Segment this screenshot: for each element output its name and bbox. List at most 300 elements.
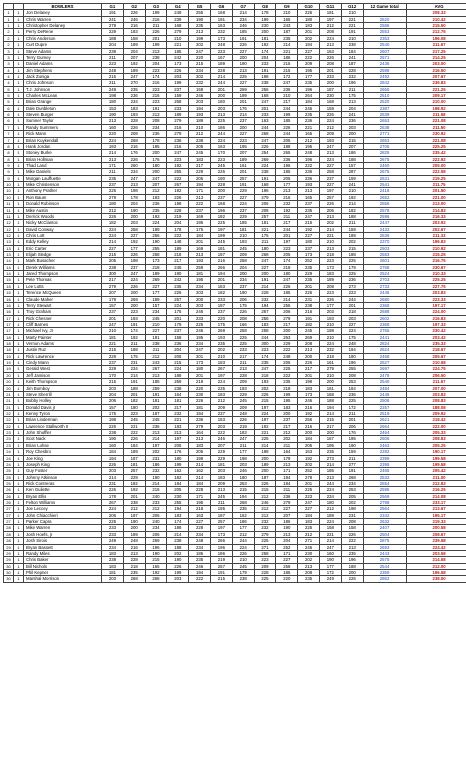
game-score: 244 xyxy=(319,480,341,486)
game-score: 235 xyxy=(298,277,320,283)
average: 225.25 xyxy=(406,143,466,149)
game-score: 212 xyxy=(319,506,341,512)
game-score: 213 xyxy=(276,188,298,194)
round-number: 14 xyxy=(4,264,14,270)
game-score: 225 xyxy=(102,519,124,525)
game-total: 2538 xyxy=(363,124,406,130)
game-score: 244 xyxy=(276,105,298,111)
bowler-name: David Conway xyxy=(24,226,102,232)
game-score: 206 xyxy=(276,360,298,366)
game-score: 176 xyxy=(123,150,145,156)
game-total: 2492 xyxy=(363,73,406,79)
game-total: 2443 xyxy=(363,550,406,556)
game-score: 235 xyxy=(102,175,124,181)
game-score: 249 xyxy=(102,86,124,92)
division-number: 1 xyxy=(14,309,24,315)
game-score: 158 xyxy=(123,35,145,41)
game-score: 171 xyxy=(102,162,124,168)
game-score: 168 xyxy=(254,182,276,188)
game-score: 242 xyxy=(167,277,189,283)
bowler-name: Cliff Barnes xyxy=(24,321,102,327)
game-score: 189 xyxy=(145,271,167,277)
game-score: 221 xyxy=(341,23,363,29)
bowler-name: T.J. Johnson xyxy=(24,86,102,92)
game-score: 277 xyxy=(341,461,363,467)
game-score: 237 xyxy=(210,309,232,315)
game-score: 215 xyxy=(319,417,341,423)
game-score: 228 xyxy=(123,557,145,563)
game-score: 226 xyxy=(254,391,276,397)
game-score: 229 xyxy=(210,449,232,455)
game-score: 231 xyxy=(145,455,167,461)
game-score: 210 xyxy=(319,372,341,378)
header-game: G1 xyxy=(102,4,124,10)
game-score: 213 xyxy=(319,245,341,251)
game-score: 184 xyxy=(298,512,320,518)
bowler-name: Daniel Adams xyxy=(24,61,102,67)
game-score: 173 xyxy=(167,61,189,67)
game-score: 204 xyxy=(123,48,145,54)
game-score: 209 xyxy=(298,61,320,67)
game-score: 253 xyxy=(341,379,363,385)
game-score: 228 xyxy=(254,569,276,575)
game-score: 216 xyxy=(123,544,145,550)
game-score: 197 xyxy=(123,512,145,518)
game-score: 210 xyxy=(276,93,298,99)
division-number: 1 xyxy=(14,417,24,423)
game-score: 183 xyxy=(210,391,232,397)
game-score: 203 xyxy=(102,576,124,582)
game-score: 192 xyxy=(254,423,276,429)
game-score: 216 xyxy=(210,258,232,264)
game-score: 226 xyxy=(232,550,254,556)
round-number: 13 xyxy=(4,239,14,245)
game-score: 177 xyxy=(123,245,145,251)
average: 196.83 xyxy=(406,239,466,245)
game-score: 203 xyxy=(341,315,363,321)
game-score: 223 xyxy=(319,290,341,296)
game-score: 230 xyxy=(189,391,211,397)
game-score: 227 xyxy=(232,48,254,54)
bowler-name: Kenny Tyron xyxy=(24,411,102,417)
game-score: 234 xyxy=(189,67,211,73)
round-number: 30 xyxy=(4,563,14,569)
game-score: 226 xyxy=(167,67,189,73)
game-total: 2468 xyxy=(363,353,406,359)
game-score: 244 xyxy=(341,296,363,302)
game-total: 2596 xyxy=(363,213,406,219)
game-score: 214 xyxy=(189,461,211,467)
game-score: 186 xyxy=(319,468,341,474)
division-number: 1 xyxy=(14,372,24,378)
game-score: 225 xyxy=(210,118,232,124)
game-score: 213 xyxy=(298,563,320,569)
game-score: 227 xyxy=(319,182,341,188)
game-score: 214 xyxy=(102,150,124,156)
game-score: 252 xyxy=(298,468,320,474)
round-number: 25 xyxy=(4,474,14,480)
game-score: 238 xyxy=(167,538,189,544)
game-score: 232 xyxy=(210,29,232,35)
division-number: 1 xyxy=(14,118,24,124)
game-score: 191 xyxy=(210,16,232,22)
game-score: 237 xyxy=(210,411,232,417)
game-score: 189 xyxy=(232,156,254,162)
game-score: 247 xyxy=(298,500,320,506)
game-score: 247 xyxy=(123,271,145,277)
bowler-name: Donald Robinson xyxy=(24,201,102,207)
game-score: 189 xyxy=(145,296,167,302)
game-score: 214 xyxy=(319,461,341,467)
game-score: 227 xyxy=(341,321,363,327)
division-number: 1 xyxy=(14,10,24,16)
game-score: 196 xyxy=(341,557,363,563)
game-score: 216 xyxy=(298,423,320,429)
game-score: 160 xyxy=(319,550,341,556)
round-number: 4 xyxy=(4,67,14,73)
game-score: 163 xyxy=(189,512,211,518)
game-score: 227 xyxy=(298,48,320,54)
game-score: 238 xyxy=(232,576,254,582)
average: 230.92 xyxy=(406,131,466,137)
game-score: 206 xyxy=(319,207,341,213)
game-score: 199 xyxy=(254,16,276,22)
game-score: 181 xyxy=(167,398,189,404)
game-score: 214 xyxy=(319,411,341,417)
game-score: 192 xyxy=(298,226,320,232)
game-score: 200 xyxy=(254,468,276,474)
game-score: 187 xyxy=(145,411,167,417)
game-score: 229 xyxy=(276,341,298,347)
game-score: 229 xyxy=(102,366,124,372)
game-score: 239 xyxy=(167,16,189,22)
round-number: 17 xyxy=(4,315,14,321)
game-score: 226 xyxy=(254,480,276,486)
game-score: 200 xyxy=(232,124,254,130)
game-score: 159 xyxy=(341,175,363,181)
game-score: 265 xyxy=(276,150,298,156)
game-score: 167 xyxy=(319,436,341,442)
game-total: 2575 xyxy=(363,557,406,563)
game-score: 210 xyxy=(232,232,254,238)
game-score: 244 xyxy=(232,538,254,544)
game-score: 235 xyxy=(298,576,320,582)
game-score: 218 xyxy=(341,309,363,315)
game-score: 178 xyxy=(102,493,124,499)
game-score: 238 xyxy=(102,264,124,270)
round-number: 28 xyxy=(4,538,14,544)
game-score: 217 xyxy=(276,321,298,327)
game-score: 214 xyxy=(319,538,341,544)
game-score: 201 xyxy=(102,315,124,321)
game-score: 221 xyxy=(319,531,341,537)
game-score: 215 xyxy=(254,487,276,493)
game-score: 201 xyxy=(210,277,232,283)
game-score: 200 xyxy=(298,430,320,436)
game-score: 175 xyxy=(189,226,211,232)
average: 216.25 xyxy=(406,487,466,493)
game-score: 190 xyxy=(232,61,254,67)
game-total: 2607 xyxy=(363,48,406,54)
game-score: 233 xyxy=(254,112,276,118)
game-score: 269 xyxy=(298,334,320,340)
game-score: 173 xyxy=(210,531,232,537)
bowler-name: Pete Thomas xyxy=(24,277,102,283)
average: 221.08 xyxy=(406,118,466,124)
game-score: 222 xyxy=(189,576,211,582)
game-total: 2586 xyxy=(363,23,406,29)
game-score: 224 xyxy=(319,519,341,525)
game-score: 169 xyxy=(189,245,211,251)
round-number: 17 xyxy=(4,321,14,327)
game-score: 182 xyxy=(167,474,189,480)
game-score: 190 xyxy=(276,525,298,531)
game-score: 188 xyxy=(167,372,189,378)
game-total: 2569 xyxy=(363,493,406,499)
game-total: 2598 xyxy=(363,67,406,73)
round-number: 28 xyxy=(4,525,14,531)
round-number: 18 xyxy=(4,334,14,340)
bowler-name: Jack Zuniga xyxy=(24,73,102,79)
game-score: 222 xyxy=(189,201,211,207)
average: 211.75 xyxy=(406,182,466,188)
game-score: 181 xyxy=(232,226,254,232)
round-number: 29 xyxy=(4,550,14,556)
game-score: 269 xyxy=(254,156,276,162)
game-score: 203 xyxy=(167,73,189,79)
game-score: 187 xyxy=(319,86,341,92)
game-score: 226 xyxy=(298,10,320,16)
division-number: 1 xyxy=(14,474,24,480)
round-number: 7 xyxy=(4,131,14,137)
game-score: 183 xyxy=(210,474,232,480)
average: 221.25 xyxy=(406,86,466,92)
game-score: 173 xyxy=(319,264,341,270)
game-score: 183 xyxy=(254,321,276,327)
round-number: 24 xyxy=(4,461,14,467)
game-score: 223 xyxy=(298,493,320,499)
game-total: 2553 xyxy=(363,29,406,35)
division-number: 1 xyxy=(14,73,24,79)
game-score: 269 xyxy=(145,538,167,544)
game-score: 176 xyxy=(167,449,189,455)
game-score: 212 xyxy=(298,531,320,537)
average: 211.67 xyxy=(406,42,466,48)
game-score: 190 xyxy=(145,550,167,556)
game-score: 168 xyxy=(254,93,276,99)
game-score: 221 xyxy=(341,16,363,22)
game-score: 210 xyxy=(319,321,341,327)
game-score: 215 xyxy=(145,557,167,563)
game-score: 202 xyxy=(341,239,363,245)
game-score: 163 xyxy=(319,48,341,54)
game-score: 211 xyxy=(276,487,298,493)
game-score: 226 xyxy=(276,283,298,289)
game-score: 183 xyxy=(298,519,320,525)
game-score: 184 xyxy=(189,232,211,238)
game-score: 215 xyxy=(341,245,363,251)
bowler-name: Bryan Ellis xyxy=(24,493,102,499)
game-score: 191 xyxy=(102,10,124,16)
game-score: 192 xyxy=(167,162,189,168)
game-score: 222 xyxy=(341,538,363,544)
round-number: 4 xyxy=(4,80,14,86)
game-score: 198 xyxy=(102,93,124,99)
game-total: 2519 xyxy=(363,411,406,417)
game-score: 196 xyxy=(341,360,363,366)
game-score: 235 xyxy=(254,360,276,366)
average: 216.33 xyxy=(406,213,466,219)
game-score: 180 xyxy=(102,201,124,207)
game-score: 199 xyxy=(189,455,211,461)
game-score: 227 xyxy=(189,519,211,525)
game-score: 208 xyxy=(254,207,276,213)
game-score: 215 xyxy=(102,379,124,385)
game-score: 279 xyxy=(167,118,189,124)
game-score: 213 xyxy=(210,112,232,118)
game-score: 235 xyxy=(232,506,254,512)
bowler-name: Bobby Holley xyxy=(24,398,102,404)
game-score: 209 xyxy=(232,379,254,385)
game-score: 237 xyxy=(167,328,189,334)
game-score: 213 xyxy=(123,182,145,188)
average: 214.08 xyxy=(406,493,466,499)
round-number: 24 xyxy=(4,449,14,455)
game-score: 238 xyxy=(341,42,363,48)
round-number: 8 xyxy=(4,150,14,156)
game-score: 230 xyxy=(254,23,276,29)
game-score: 204 xyxy=(102,391,124,397)
division-number: 1 xyxy=(14,150,24,156)
game-score: 188 xyxy=(167,544,189,550)
game-score: 221 xyxy=(298,124,320,130)
division-number: 1 xyxy=(14,519,24,525)
game-score: 233 xyxy=(189,315,211,321)
game-score: 212 xyxy=(145,353,167,359)
game-score: 204 xyxy=(167,347,189,353)
game-score: 214 xyxy=(102,474,124,480)
division-number: 1 xyxy=(14,544,24,550)
division-number: 1 xyxy=(14,48,24,54)
game-score: 226 xyxy=(210,169,232,175)
game-score: 185 xyxy=(145,379,167,385)
game-score: 268 xyxy=(254,131,276,137)
game-score: 226 xyxy=(276,124,298,130)
game-score: 199 xyxy=(167,80,189,86)
division-number: 1 xyxy=(14,455,24,461)
header-game: G6 xyxy=(210,4,232,10)
average: 211.33 xyxy=(406,232,466,238)
game-total: 2595 xyxy=(363,487,406,493)
game-score: 213 xyxy=(276,461,298,467)
game-score: 245 xyxy=(232,563,254,569)
game-score: 226 xyxy=(319,296,341,302)
game-score: 217 xyxy=(167,258,189,264)
game-score: 259 xyxy=(167,379,189,385)
game-score: 217 xyxy=(167,404,189,410)
game-total: 2520 xyxy=(363,16,406,22)
game-score: 192 xyxy=(145,569,167,575)
round-number: 7 xyxy=(4,124,14,130)
game-score: 202 xyxy=(189,73,211,79)
game-score: 165 xyxy=(276,16,298,22)
game-score: 206 xyxy=(145,512,167,518)
game-score: 179 xyxy=(276,455,298,461)
game-total: 2653 xyxy=(363,137,406,143)
division-number: 1 xyxy=(14,576,24,582)
game-score: 186 xyxy=(276,519,298,525)
division-number: 1 xyxy=(14,468,24,474)
game-score: 225 xyxy=(254,576,276,582)
average: 208.33 xyxy=(406,10,466,16)
game-score: 234 xyxy=(145,309,167,315)
game-score: 160 xyxy=(102,442,124,448)
game-score: 201 xyxy=(123,391,145,397)
game-score: 208 xyxy=(341,372,363,378)
game-total: 2624 xyxy=(363,347,406,353)
average: 196.08 xyxy=(406,35,466,41)
game-score: 186 xyxy=(210,550,232,556)
game-score: 255 xyxy=(189,10,211,16)
game-score: 223 xyxy=(102,61,124,67)
game-score: 236 xyxy=(189,417,211,423)
game-score: 246 xyxy=(189,328,211,334)
round-number: 15 xyxy=(4,283,14,289)
game-score: 244 xyxy=(254,124,276,130)
game-score: 177 xyxy=(232,525,254,531)
game-score: 245 xyxy=(123,417,145,423)
game-score: 213 xyxy=(145,48,167,54)
game-score: 227 xyxy=(102,245,124,251)
game-score: 208 xyxy=(341,519,363,525)
game-score: 184 xyxy=(123,442,145,448)
average: 238.50 xyxy=(406,576,466,582)
game-score: 190 xyxy=(341,442,363,448)
game-score: 215 xyxy=(298,220,320,226)
game-score: 182 xyxy=(298,321,320,327)
game-score: 196 xyxy=(145,544,167,550)
game-score: 246 xyxy=(232,468,254,474)
game-score: 237 xyxy=(102,309,124,315)
game-score: 247 xyxy=(276,80,298,86)
game-score: 226 xyxy=(123,10,145,16)
division-number: 1 xyxy=(14,347,24,353)
game-score: 189 xyxy=(254,461,276,467)
game-score: 211 xyxy=(145,347,167,353)
game-score: 243 xyxy=(276,23,298,29)
game-score: 209 xyxy=(210,480,232,486)
game-score: 212 xyxy=(319,124,341,130)
game-score: 235 xyxy=(189,557,211,563)
game-score: 248 xyxy=(232,411,254,417)
round-number: 23 xyxy=(4,430,14,436)
average: 225.25 xyxy=(406,277,466,283)
game-score: 209 xyxy=(254,563,276,569)
game-score: 200 xyxy=(319,379,341,385)
game-total: 2524 xyxy=(363,271,406,277)
average: 205.25 xyxy=(406,442,466,448)
game-total: 2536 xyxy=(363,232,406,238)
game-score: 201 xyxy=(189,239,211,245)
game-score: 235 xyxy=(210,385,232,391)
game-score: 179 xyxy=(341,264,363,270)
game-score: 200 xyxy=(210,188,232,194)
game-score: 229 xyxy=(232,188,254,194)
game-score: 190 xyxy=(145,474,167,480)
game-score: 187 xyxy=(210,252,232,258)
game-score: 233 xyxy=(167,105,189,111)
game-score: 203 xyxy=(232,461,254,467)
